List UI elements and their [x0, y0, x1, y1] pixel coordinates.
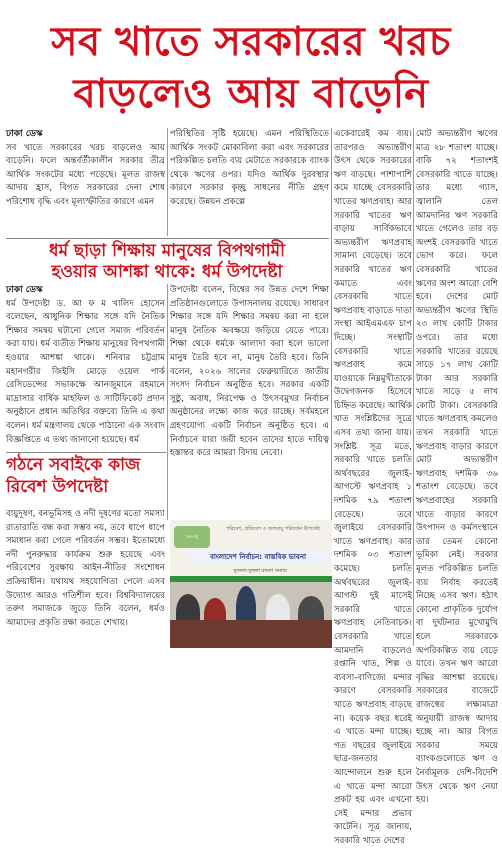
article2-col1-text: ধর্ম উপদেষ্টা ড. আ ফ ম খালিদ হোসেন বলেছেন, আধুনিক শিক্ষার সঙ্গে যদি নৈতিক শিক্ষার সমন্বয় ঘটানো গেলে সমাজ পরিবর্তন করা যায়। ধর্ম ব্যতীত শিক্ষায় মানুষের বিপথগামী হওয়ার আশঙ্কা থাকে। শনিবার চট্টগ্রাম মহানগরীর জিইসি মোড়ে ওয়েল পার্ক রেসিডেন্সের সভাকক্ষে আনজুমানে রহমানে মাদ্রাসার বার্ষিক মাহফিল ও সাটিফিকেট প্রদান অনুষ্ঠানে প্রধান অতিথির বক্তব্যে তিনি এ কথা বলেন। ধর্ম মন্ত্রণালয় থেকে পাঠানো এক সংবাদ বিজ্ঞপ্তিতে এ তথ্য জানানো হয়েছে। ধর্ম	[6, 298, 165, 445]
photo-banner	[170, 520, 332, 578]
photo-table	[170, 620, 332, 648]
event-photo	[170, 520, 332, 648]
article1-byline: ঢাকা ডেস্ক	[6, 129, 43, 139]
article1-col1-text: সব খাতে সরকারের খরচ বাড়লেও আয় বাড়েনি। ফলে অন্তর্বর্তীকালীন সরকার তীব্র আর্থিক সংকটের মধ্যে পড়েছে। মূলত রাজস্ব আদায় হ্রাস, বিগত সরকারের দেনা শোধ পরিশোধ বৃদ্ধি এবং মূল্যস্ফীতির কারণে এমন	[6, 142, 165, 207]
article1-col4	[416, 128, 498, 806]
section-divider	[6, 238, 329, 239]
article1-col2	[170, 128, 329, 238]
article1-col4-text: মোট অভ্যন্তরীণ ঋণের মাত্র ২৮ শতাংশ যাচ্ছে। বাকি ৭২ শতাংশই বেসরকারি খাতে যাচ্ছে। তার মধ্যে গ্যাস, জ্বালানি তেল আমদানির ঋণ সরকারি খাতে গেলেও তার বড় অংশই বেসরকারি খাতে ভোগ করে। ফলে বেসরকারি খাতের ঋণের অংশ আরো বেশি হবে। দেশের মোট অভ্যন্তরীণ ঋণের স্থিতি ২৩ লাখ কোটি টাকার ওপরে। তার মধ্যে সরকারি খাতের রয়েছে সাড়ে ১৭ লাখ কোটি টাকা আর সরকারি খাতে সাড়ে ৫ লাখ কোটি টাকা। বেসরকারি খাতে ঋণপ্রবাহ কমলেও তখন সরকারি খাতে ঋণপ্রবাহ বাড়ার কারণে মোট অভ্যন্তরীণ ঋণপ্রবাহ দশমিক ৩৬ শতাংশ বেড়েছে। তবে ঋণপ্রবাহের সরকারি খাতে বাড়ার কারণে উৎপাদন ও কর্মসংস্থানে তার তেমন কোনো ভূমিকা নেই। সরকার মূলত পরিকল্পিত চলতি ব্যয় নির্বাহ করতেই নিচ্ছে এসব ঋণ। হঠাৎ কোনো প্রাকৃতিক দুর্যোগ বা দুর্ঘটনার মুখোমুখি হলে সরকারকে অপরিকল্পিত ব্যয় বেড়ে যাবে। তখন ঋণ আরো বৃদ্ধির আশঙ্কা রয়েছে। সরকারের বাজেটে রাজস্বের লক্ষ্যমাত্রা অনুযায়ী রাজস্ব আদায় হচ্ছে না। আর বিগত সরকার সময়ে ব্যাংকগুলোতে ঋণ ও নৈর্ব্যমূলক দেশি-বিদেশি উৎস থেকে ঋণ নেয়া হয়।	[416, 129, 498, 806]
banner-logo: জলবায়ু	[174, 526, 210, 548]
article2-col2	[170, 284, 329, 520]
main-headline-line2: বাড়লেও আয় বাড়েনি	[73, 71, 429, 117]
article3-headline-line1: গঠনে সবাইকে কাজ	[6, 455, 141, 475]
section-divider	[6, 452, 166, 453]
article2-byline: ঢাকা ডেস্ক	[6, 285, 43, 295]
article1-col2-text: পরিস্থিতির সৃষ্টি হয়েছে। এমন পরিস্থিতিতে আর্থিক সংকট মোকাবিলা করা এবং সরকারের পরিকল্পিত চলতি ব্যয় মেটাতে সরকারকে ব্যাংক থেকে ঋণের ওপর। যদিও আর্থিক দুরবস্থার কারণে সরকার কৃচ্ছ্র সাধনের নীতি গ্রহণ করেছে। উন্নয়ন প্রকল্পে	[170, 129, 329, 207]
main-headline-line1: সব খাতে সরকারের খরচ	[51, 19, 451, 65]
article3-body	[6, 508, 165, 648]
article2-col2-text: উপদেষ্টা বলেন, বিশ্বের সব উন্নত দেশে শিক্ষা প্রতিষ্ঠানগুলোতে উপাসনালয় রয়েছে। সাধারণ শিক্ষার সঙ্গে যদি শিক্ষার সমন্বয় করা না হলে মানুষ নৈতিক অবক্ষয়ে জড়িয়ে যেতে পারে। শিক্ষা থেকে ধর্মকে আলাদা করা হলে ভালো মানুষ তৈরি হবে না, মানুষ তৈরি হবে। তিনি বলেন, ২০২৬ সালের ফেব্রুয়ারিতে জাতীয় সংসদ নির্বাচন অনুষ্ঠিত হবে। সরকার একটি সুষ্ঠু, অবাধ, নিরপেক্ষ ও উৎসবমুখর নির্বাচন অনুষ্ঠানের লক্ষ্যে কাজ করে যাচ্ছে। সর্বমহলে গ্রহণযোগ্য একটি নির্বাচন অনুষ্ঠিত হবে। এ নির্বাচনে যারা জয়ী হবেন তাদের হাতে দায়িত্ব হস্তান্তর করে আমরা বিদায় নেবো।	[170, 285, 329, 459]
article2-headline-line1: ধর্ম ছাড়া শিক্ষায় মানুষের বিপথগামী	[49, 241, 285, 261]
banner-subtitle: সুজলা-সুফলা বাংলা সমাজ	[233, 568, 287, 574]
article1-col3	[334, 128, 412, 846]
article1-col1	[6, 128, 165, 238]
column-rule	[167, 284, 168, 520]
article1-col3-text: একেবারেই কম ব্যয়। তারপরও অভ্যন্তরীণ উৎস থেকে সরকারের ঋণ বাড়ছে। পাশাপাশি কমে যাচ্ছে বেসরকারি খাতের ঋণপ্রবাহ। আর সরকারি খাতের ঋণ বাড়ায় সার্বিকভাবে অভ্যন্তরীণ ঋণপ্রবাহ সামান্য বেড়েছে। তবে সরকারি খাতের ঋণ কমাতে এবং বেসরকারি খাতে ঋণপ্রবাহ বাড়াতে দাতা সংস্থা আইএমএফ চাপ দিচ্ছে। সংস্থাটি বেসরকারি খাতে ঋণপ্রবাহ কমে যাওয়াকে নিম্নমুখীতাকে উদ্বেগজনক হিসেবে চিহ্নিত করেছে। আর্থিক খাত সংশ্লিষ্টদের সূত্রে এসব তথ্য জানা যায়। সংশ্লিষ্ট সূত্র মতে, সরকারি খাতে চলতি অর্থবছরের জুলাই-আগস্টে ঋণপ্রবাহ ১ দশমিক ৭৯ শতাংশ বেড়েছে। তবে জুলাইয়ে বেসরকারি খাতে ঋণপ্রবাহ। কার দশমিক ০৩ শতাংশ কমেছে। চলতি অর্থবছরের জুলাই-আগস্ট দুই মাসেই সরকারি খাতে ঋণপ্রবাহ নেতিবাচক। বেসরকারি খাতে আমদানি বাড়লেও রপ্তানি খাত, শিল্প ও ব্যবসা-বাণিজ্যে মন্দার কারণে বেসরকারি খাতে ঋণপ্রবাহ বাড়ছে না। কয়েক বছর ধরেই এ খাতে মন্দা যাচ্ছে। গত বছরের জুলাইয়ে ছাত্র-জনতার আন্দোলনে শুরু হলে এ খাতে মন্দা আরো প্রকট হয় এবং এখনো সেই মন্দার প্রভাব কাটেনি। সূত্র জানায়, সরকারি খাতে দেশের	[334, 129, 412, 846]
banner-top-text: পরিবেশ, প্রতিবেশ ও জলবায়ু পরিবর্তন উপদেষ্টা	[225, 526, 321, 532]
banner-green-strip	[170, 576, 332, 582]
column-rule	[167, 128, 168, 236]
article3-headline-line2: রিবেশ উপদেষ্টা	[6, 477, 109, 497]
banner-title: বাংলাদেশ নির্বাচন: বাস্তবিক ভাবনা	[188, 550, 328, 564]
article2-headline-line2: হওয়ার আশঙ্কা থাকে: ধর্ম উপদেষ্টা	[51, 262, 283, 282]
article3-body-text: বায়ুদূষণ, বনভূমিসহ ও নদী দূষণের মতো সমস্যা রাতারাতি বন্ধ করা সম্ভব নয়, তবে ধাপে ধাপে সমাধান করা গেলে পরিবর্তন সম্ভব। ইতোমধ্যে নদী পুনরুদ্ধার কার্যক্রম শুরু হয়েছে এবং পরিবেশের সুরক্ষায় আইন-নীতির সংশোধন প্রক্রিয়াধীন। যথাযথ সহযোগিতা পেলে এসব উদ্যোগ আরও গতিশীল হবে। বিশ্ববিদ্যালয়ের তরুণ সমাজকে জুড়ে তিনি বলেন, ধর্মও আমাদের প্রকৃতি রক্ষা করতে শেখায়।	[6, 509, 165, 628]
column-rule	[413, 128, 414, 646]
article2-col1	[6, 284, 165, 452]
